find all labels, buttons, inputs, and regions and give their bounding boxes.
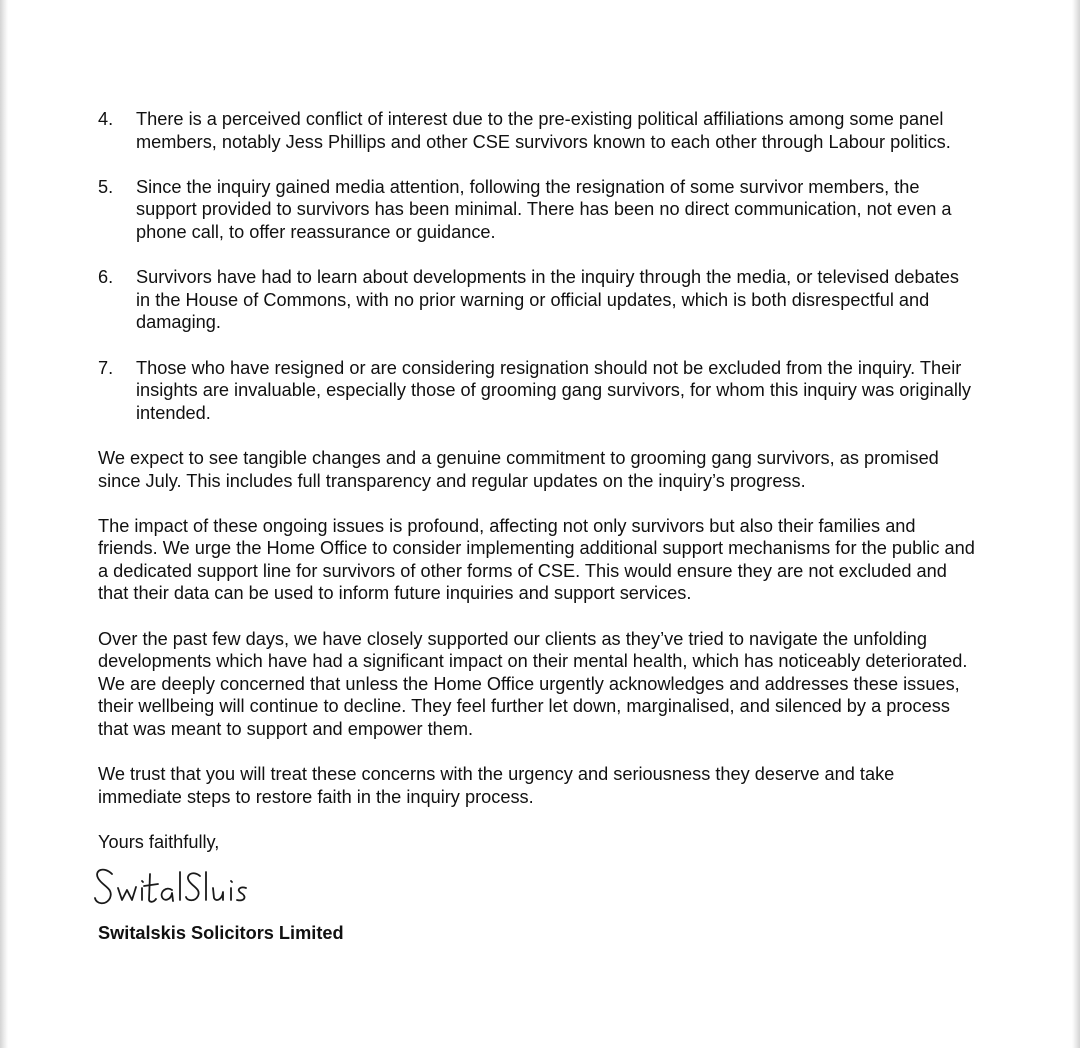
paragraph-expectations: We expect to see tangible changes and a genuine commitment to grooming gang survivors, as promised since July. This includes full transparency and regular updates on the inquiry’s progress. xyxy=(98,447,939,491)
list-item-text: Those who have resigned or are considering resignation should not be excluded from the inquiry. Their insights are invaluable, especially those of grooming gang survivors, for whom this inquiry was originally intended. xyxy=(136,357,972,423)
company-name: Switalskis Solicitors Limited xyxy=(98,922,344,943)
handwritten-signature xyxy=(92,860,272,912)
paragraph-impact: The impact of these ongoing issues is profound, affecting not only survivors but also their families and friends. We urge the Home Office to consider implementing additional support mechanisms for the public and a dedicated support line for survivors of other forms of CSE. This would ensure they are not excluded and that their data can be used to inform future inquiries and support services. xyxy=(98,515,975,604)
list-item xyxy=(98,176,978,244)
paragraph-client-support: Over the past few days, we have closely supported our clients as they’ve tried to navigate the unfolding developments which have had a significant impact on their mental health, which has noticeably deteriorated. We are deeply concerned that unless the Home Office urgently acknowledges and addresses these issues, their wellbeing will continue to decline. They feel further let down, marginalised, and silenced by a process that was meant to support and empower them. xyxy=(98,628,968,740)
closing-salutation: Yours faithfully, xyxy=(98,832,220,852)
page-edge-left xyxy=(0,0,8,1048)
list-item-text: There is a perceived conflict of interest due to the pre-existing political affiliations among some panel members, notably Jess Phillips and other CSE survivors known to each other through Labour politics. xyxy=(136,109,951,152)
list-item-text: Survivors have had to learn about developments in the inquiry through the media, or televised debates in the House of Commons, with no prior warning or official updates, which is both disrespectful and damaging. xyxy=(136,267,959,333)
list-item-number: 6. xyxy=(98,267,114,288)
letter-page xyxy=(98,108,978,944)
list-item xyxy=(98,266,978,334)
list-item xyxy=(98,357,978,425)
list-item xyxy=(98,108,978,153)
page-edge-right xyxy=(1072,0,1080,1048)
list-item-number: 7. xyxy=(98,357,114,378)
list-item-text: Since the inquiry gained media attention, following the resignation of some survivor members, the support provided to survivors has been minimal. There has been no direct communication, not even a phone call, to offer reassurance or guidance. xyxy=(136,176,952,242)
list-item-number: 4. xyxy=(98,109,114,129)
list-item-number: 5. xyxy=(98,176,114,197)
paragraph-closing-request: We trust that you will treat these concerns with the urgency and seriousness they deserve and take immediate steps to restore faith in the inquiry process. xyxy=(98,764,895,807)
